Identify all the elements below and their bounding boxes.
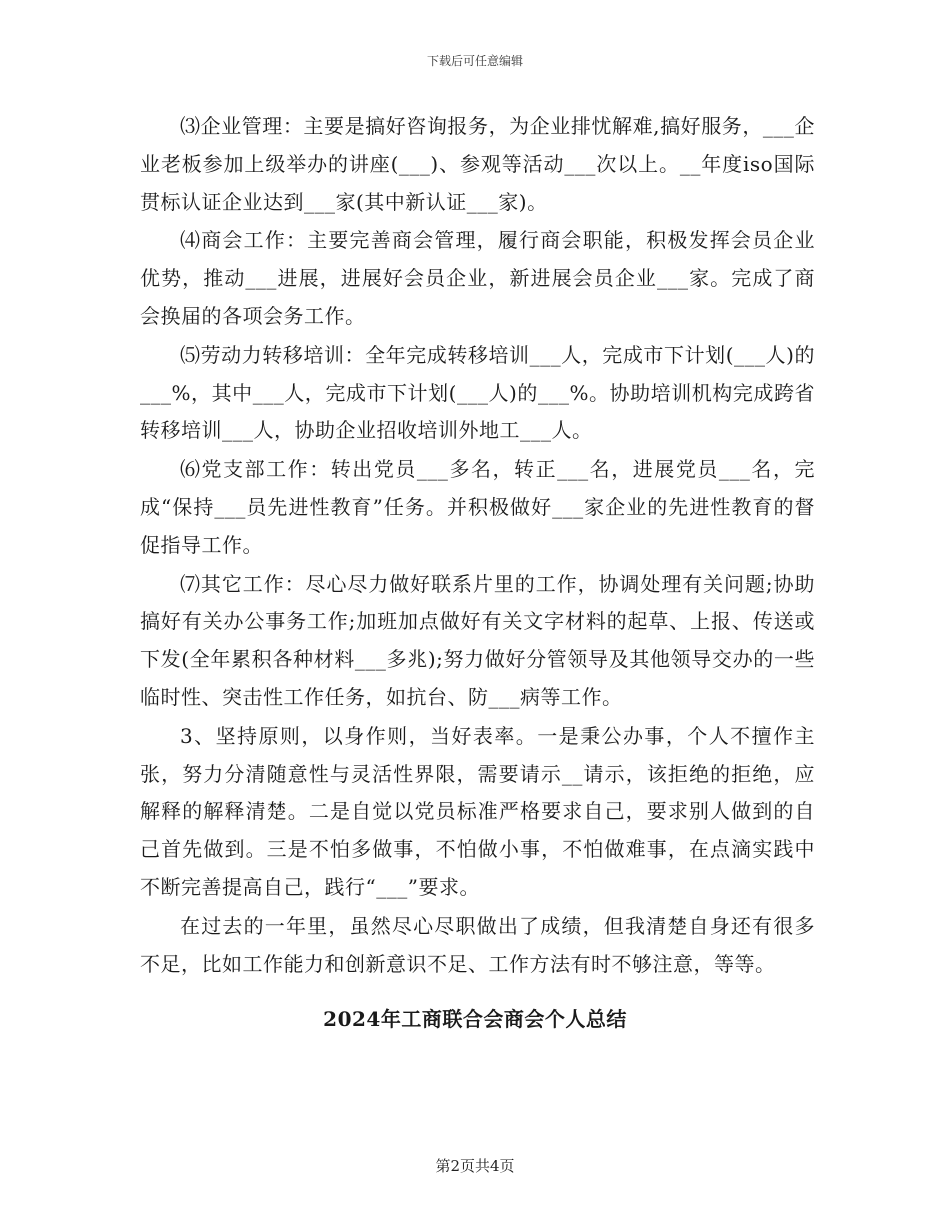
paragraph-enterprise-management: ⑶企业管理：主要是搞好咨询报务，为企业排忧解难,搞好服务，___企业老板参加上级举办的讲座(___)、参观等活动___次以上。__年度iso国际贯标认证企业达到___家(其中新认证___家)。: [140, 114, 815, 214]
page-header: 下载后可任意编辑: [426, 54, 523, 68]
page-footer: 第2页共4页: [435, 1157, 515, 1175]
paragraph-other-work: ⑺其它工作：尽心尽力做好联系片里的工作，协调处理有关问题;协助搞好有关办公事务工作;加班加点做好有关文字材料的起草、上报、传送或下发(全年累积各种材料___多兆);努力做好分管领导及其他领导交办的一些临时性、突击性工作任务，如抗台、防___病等工作。: [140, 571, 815, 709]
paragraph-shortcomings: 在过去的一年里，虽然尽心尽职做出了成绩，但我清楚自身还有很多不足，比如工作能力和创新意识不足、工作方法有时不够注意，等等。: [140, 913, 815, 976]
paragraph-party-branch: ⑹党支部工作：转出党员___多名，转正___名，进展党员___名，完成“保持___员先进性教育”任务。并积极做好___家企业的先进性教育的督促指导工作。: [140, 457, 815, 557]
paragraph-labor-training: ⑸劳动力转移培训：全年完成转移培训___人，完成市下计划(___人)的___%，其中___人，完成市下计划(___人)的___%。协助培训机构完成跨省转移培训___人，协助企业招收培训外地工___人。: [140, 342, 815, 443]
document-body: [140, 108, 815, 983]
paragraph-chamber-work: ⑷商会工作：主要完善商会管理，履行商会职能，积极发挥会员企业优势，推动___进展，进展好会员企业，新进展会员企业___家。完成了商会换届的各项会务工作。: [140, 228, 815, 328]
paragraph-principles: 3、坚持原则，以身作则，当好表率。一是秉公办事，个人不擅作主张，努力分清随意性与灵活性界限，需要请示__请示，该拒绝的拒绝，应解释的解释清楚。二是自觉以党员标准严格要求自己，要求别人做到的自己首先做到。三是不怕多做事，不怕做小事，不怕做难事，在点滴实践中不断完善提高自己，践行“___”要求。: [140, 723, 815, 899]
section-title: 2024年工商联合会商会个人总结: [323, 1007, 627, 1031]
